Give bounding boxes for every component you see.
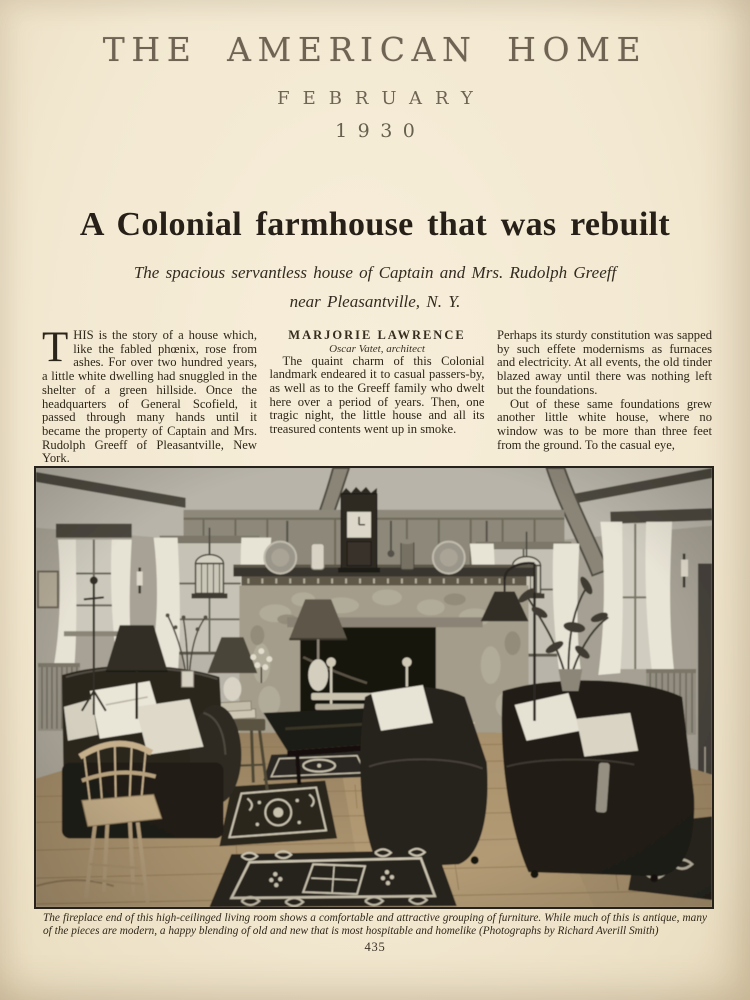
paragraph-lead [42,324,257,466]
column-right [497,329,712,466]
masthead-month: FEBRUARY [277,88,486,109]
masthead-year: 1930 [335,120,426,142]
article-title: A Colonial farmhouse that was rebuilt [79,206,671,243]
photo-caption: The fireplace end of this high-ceilinged living room shows a comfortable and attractive grouping of furniture. While much of this is antique, many of the pieces are modern, a happy blending of old and new that is most hospitable and homelike (Photographs by Richard Averill Smith) [43,912,707,938]
drop-cap: T [42,324,69,371]
paragraph-right-1: Perhaps its sturdy constitution was sapped by such effete modernisms as furnaces and electricity. At all events, the old tinder blazed away until there was nothing left but the foundations. [497,328,712,397]
photo-figure [34,466,714,909]
architect-credit: Oscar Vatet, architect [329,342,425,355]
lead-text: HIS is the story of a house which, like the fabled phœnix, rose from ashes. For over two hundred years, a little white dwelling had snuggled in the shelter of a green hillside. Once the headquarters of General Scofield, it passed through many hands until it became the property of Captain and Mrs. Rudolph Greeff of Pleasantville, New York. [42,328,257,466]
magazine-title: THE AMERICAN HOME [102,30,648,69]
page-number: 435 [364,940,386,954]
author-byline: MARJORIE LAWRENCE [288,328,466,342]
article-columns [42,324,712,466]
article-subtitle-line1: The spacious servantless house of Captain and Mrs. Rudolph Greeff [133,263,617,282]
column-left [42,324,257,466]
paragraph-right-2: Out of these same foundations grew another little white house, where no window was to be more than three feet from the ground. To the casual eye, [497,396,712,452]
column-middle [270,329,485,466]
photo-vignette [36,468,712,907]
paragraph-middle: The quaint charm of this Colonial landmark endeared it to casual passers-by, as well as to the Greeff family who dwelt here over a period of years. Then, one tragic night, the little house and all its treasured contents went up in smoke. [269,353,485,437]
living-room-photo [36,468,712,907]
article-subtitle-line2: near Pleasantville, N. Y. [289,292,461,311]
